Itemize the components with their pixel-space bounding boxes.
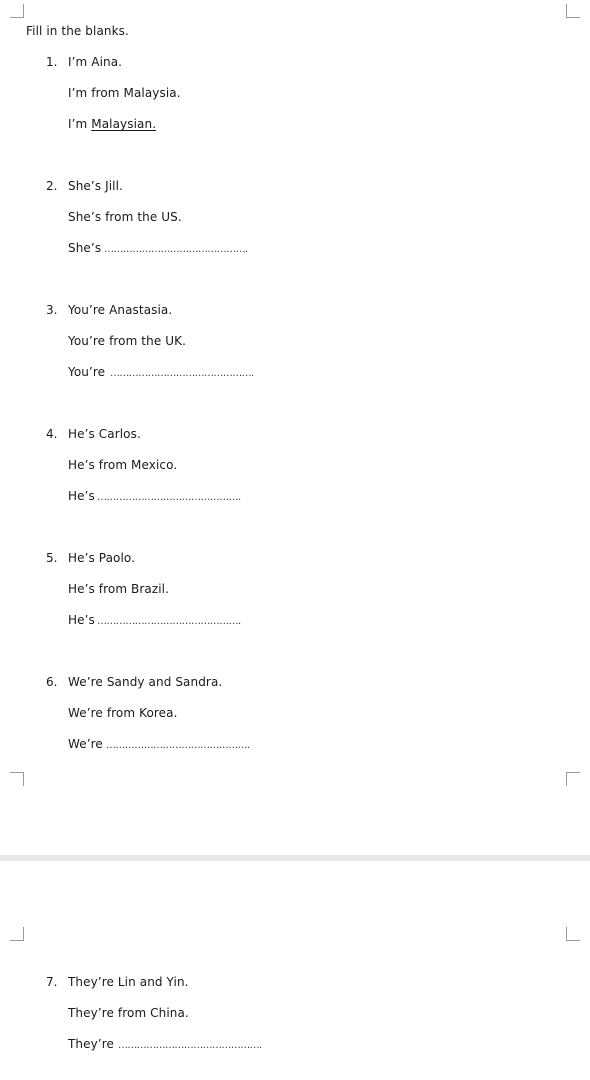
item-number: 4.: [46, 427, 58, 441]
item-number: 5.: [46, 551, 58, 565]
answer-blank[interactable]: ……………………………………….: [106, 740, 250, 751]
item-sentence-country: We’re from Korea.: [68, 706, 178, 720]
item-number: 6.: [46, 675, 58, 689]
page-corner-marker: [566, 927, 580, 941]
item-sentence-name: He’s Paolo.: [68, 551, 136, 565]
page-corner-marker: [10, 927, 24, 941]
item-sentence-country: I’m from Malaysia.: [68, 86, 181, 100]
item-number: 3.: [46, 303, 58, 317]
instructions-heading: Fill in the blanks.: [26, 24, 129, 38]
item-sentence-country: He’s from Mexico.: [68, 458, 178, 472]
item-number: 7.: [46, 975, 58, 989]
item-answer-line: [68, 117, 156, 131]
page-corner-marker: [566, 4, 580, 18]
item-number: 2.: [46, 179, 58, 193]
item-sentence-name: You’re Anastasia.: [68, 303, 173, 317]
item-sentence-name: She’s Jill.: [68, 179, 123, 193]
item-number: 1.: [46, 55, 58, 69]
item-sentence-country: You’re from the UK.: [68, 334, 186, 348]
item-sentence-name: He’s Carlos.: [68, 427, 141, 441]
answer-prefix: We’re: [68, 737, 103, 751]
answer-prefix: He’s: [68, 613, 95, 627]
item-sentence-name: We’re Sandy and Sandra.: [68, 675, 223, 689]
item-sentence-country: They’re from China.: [68, 1006, 189, 1020]
answer-blank[interactable]: ……………………………………….: [97, 616, 241, 627]
answer-prefix: She’s: [68, 241, 102, 255]
answer-prefix: You’re: [68, 365, 106, 379]
answer-blank[interactable]: ……………………………………….: [118, 1040, 262, 1051]
answer-prefix: He’s: [68, 489, 95, 503]
answer-blank[interactable]: ……………………………………….: [110, 368, 254, 379]
item-sentence-name: They’re Lin and Yin.: [68, 975, 189, 989]
example-answer: Malaysian.: [91, 117, 157, 131]
item-sentence-country: She’s from the US.: [68, 210, 182, 224]
answer-prefix: I’m: [68, 117, 88, 131]
item-sentence-name: I’m Aina.: [68, 55, 123, 69]
page-corner-marker: [566, 772, 580, 786]
answer-prefix: They’re: [68, 1037, 114, 1051]
document-page-2: [0, 861, 590, 1080]
answer-blank[interactable]: ……………………………………….: [97, 492, 241, 503]
page-corner-marker: [10, 772, 24, 786]
answer-blank[interactable]: ……………………………………….: [104, 244, 248, 255]
item-sentence-country: He’s from Brazil.: [68, 582, 170, 596]
page-corner-marker: [10, 4, 24, 18]
